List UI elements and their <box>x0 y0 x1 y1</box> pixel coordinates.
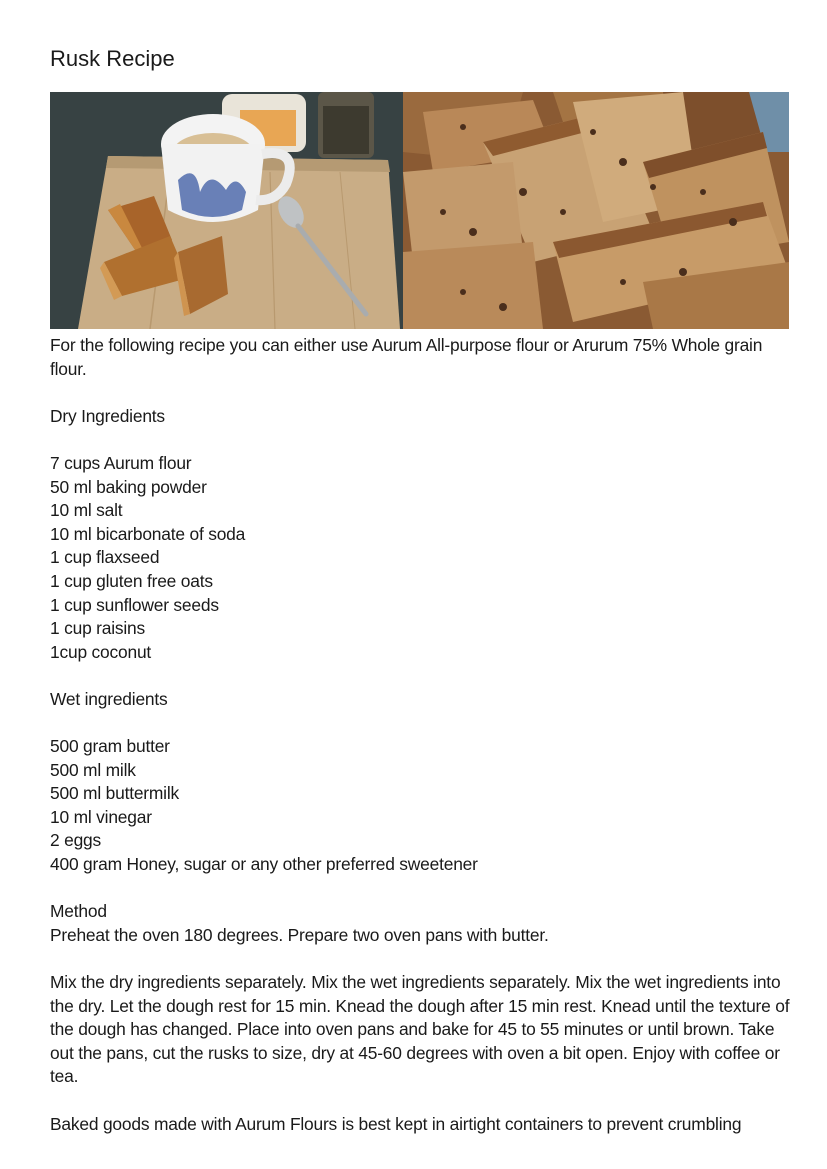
list-item: 7 cups Aurum flour <box>50 452 192 473</box>
list-item: 500 ml milk <box>50 759 136 780</box>
dry-ingredients-list <box>50 452 800 664</box>
list-item: 1cup coconut <box>50 641 152 662</box>
list-item: 50 ml baking powder <box>50 476 207 497</box>
list-item: 10 ml salt <box>50 500 123 521</box>
list-item: 400 gram Honey, sugar or any other preferred sweetener <box>50 854 478 875</box>
list-item: 2 eggs <box>50 830 102 851</box>
method-step-mix-and-bake: Mix the dry ingredients separately. Mix the wet ingredients separately. Mix the wet ingredients into the dry. Let the dough rest for 15 min. Knead the dough after 15 min rest. Knead until the texture of the dough has changed. Place into oven pans and bake for 45 to 55 minutes or until brown. Take out the pans, cut the rusks to size, dry at 45-60 degrees with oven a bit open. Enjoy with coffee or tea. <box>50 972 790 1087</box>
tea-and-rusks-photo <box>50 92 403 329</box>
list-item: 500 gram butter <box>50 736 170 757</box>
rusks-closeup-photo <box>403 92 789 329</box>
list-item: 1 cup raisins <box>50 618 146 639</box>
method-heading: Method <box>50 901 107 922</box>
list-item: 1 cup flaxseed <box>50 547 160 568</box>
dry-ingredients-heading: Dry Ingredients <box>50 405 165 426</box>
tea-and-rusks-image <box>50 92 403 329</box>
photo-strip <box>50 92 789 329</box>
list-item: 10 ml vinegar <box>50 806 152 827</box>
page-title: Rusk Recipe <box>50 46 175 71</box>
recipe-body <box>50 334 800 1136</box>
wet-ingredients-heading: Wet ingredients <box>50 688 168 709</box>
list-item: 10 ml bicarbonate of soda <box>50 523 246 544</box>
intro-text: For the following recipe you can either use Aurum All-purpose flour or Arurum 75% Whole grain flour. <box>50 335 763 379</box>
rusks-closeup-image <box>403 92 789 329</box>
wet-ingredients-list <box>50 735 800 877</box>
list-item: 500 ml buttermilk <box>50 783 180 804</box>
method-step-preheat: Preheat the oven 180 degrees. Prepare two oven pans with butter. <box>50 924 549 945</box>
list-item: 1 cup gluten free oats <box>50 570 213 591</box>
list-item: 1 cup sunflower seeds <box>50 594 219 615</box>
storage-note: Baked goods made with Aurum Flours is best kept in airtight containers to prevent crumbling <box>50 1113 742 1134</box>
